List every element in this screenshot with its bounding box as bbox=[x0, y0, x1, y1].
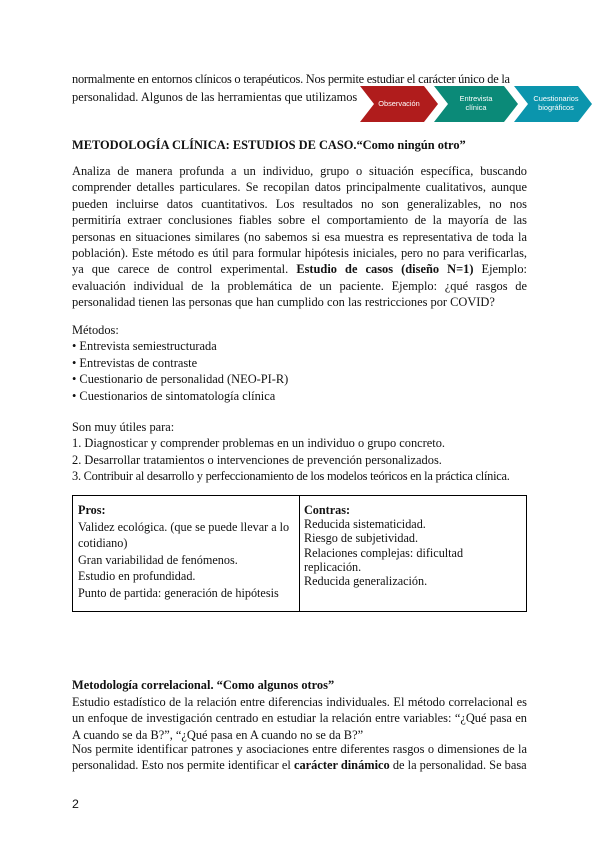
chevron-label-observacion: Observación bbox=[378, 99, 420, 108]
pros-item: Gran variabilidad de fenómenos. bbox=[78, 552, 238, 567]
cons-title: Contras: bbox=[304, 503, 351, 517]
section2-paragraph-2 bbox=[72, 741, 527, 774]
intro-line-1: normalmente en entornos clínicos o terapéuticos. Nos permite estudiar el carácter único de la bbox=[72, 72, 510, 86]
methods-title: Métodos: bbox=[72, 323, 119, 337]
pros-cons-table bbox=[72, 495, 527, 612]
page-number: 2 bbox=[72, 797, 79, 811]
pros-column bbox=[73, 496, 300, 611]
methods-item: • Entrevista semiestructurada bbox=[72, 339, 217, 354]
chevron-label-cuestionarios-2: biográficos bbox=[538, 103, 574, 112]
chevron-label-cuestionarios-1: Cuestionarios bbox=[533, 94, 579, 103]
methods-item: • Entrevistas de contraste bbox=[72, 355, 198, 370]
methods-item: • Cuestionario de personalidad (NEO-PI-R) bbox=[72, 372, 289, 387]
chevron-label-entrevista-1: Entrevista bbox=[459, 94, 493, 103]
methods-item: • Cuestionarios de sintomatología clínica bbox=[72, 388, 276, 403]
pros-item: Estudio en profundidad. bbox=[78, 569, 196, 584]
chevron-label-entrevista-2: clínica bbox=[465, 103, 487, 112]
section1-heading: METODOLOGÍA CLÍNICA: ESTUDIOS DE CASO.“Como ningún otro” bbox=[72, 138, 466, 152]
uses-item: 1. Diagnosticar y comprender problemas en un individuo o grupo concreto. bbox=[72, 436, 445, 451]
cons-item: Reducida sistematicidad. bbox=[304, 517, 426, 532]
process-chevrons bbox=[360, 86, 592, 122]
section2-paragraph-1: Estudio estadístico de la relación entre diferencias individuales. El método correlacional es un enfoque de investigación centrado en estudiar la relación entre variables: “¿Qué pasa en A cuando se da B?”, “¿Qué pasa en A cuando no se da B?” bbox=[72, 695, 527, 742]
section2-paragraph-2-text-2: de la personalidad. Se basa bbox=[392, 758, 527, 773]
cons-item: Reducida generalización. bbox=[304, 574, 428, 589]
section1-paragraph bbox=[72, 163, 527, 311]
cons-item: Relaciones complejas: dificultad replicación. bbox=[304, 545, 464, 574]
pros-item: Punto de partida: generación de hipótesis bbox=[78, 585, 279, 600]
cons-item: Riesgo de subjetividad. bbox=[304, 531, 419, 546]
cons-column bbox=[300, 496, 526, 611]
uses-item: 3. Contribuir al desarrollo y perfeccionamiento de los modelos teóricos en la práctica clínica. bbox=[72, 469, 510, 484]
intro-line-2: personalidad. Algunos de las herramientas que utilizamos bbox=[72, 90, 358, 104]
pros-item: Validez ecológica. (que se puede llevar a lo cotidiano) bbox=[78, 519, 290, 551]
section2-paragraph-2-text-1: Nos permite identificar patrones y asociaciones entre diferentes rasgos o dimensiones de la personalidad. Esto nos permite identificar el bbox=[72, 742, 527, 773]
section1-paragraph-bold: Estudio de casos (diseño N=1) bbox=[296, 262, 474, 277]
uses-item: 2. Desarrollar tratamientos o intervenciones de prevención personalizados. bbox=[72, 452, 442, 467]
section2-heading: Metodología correlacional. “Como algunos otros” bbox=[72, 678, 335, 692]
methods-block bbox=[72, 322, 527, 404]
uses-block bbox=[72, 419, 527, 485]
section1-paragraph-text-1: Analiza de manera profunda a un individuo, grupo o situación específica, buscando comprender detalles particulares. Se recopilan datos principalmente cualitativos, aunque pueden incluirse datos cuantitativos. Los resultados no son generalizables, no nos permitiría extraer conclusiones fiables sobre el comportamiento de la mayoría de las personas en situaciones similares (no sabemos si esa muestra es representativa de toda la población). Este método es útil para formular hipótesis iniciales, pero no para verificarlas, ya que carece de control experimental. bbox=[72, 164, 527, 277]
section1-paragraph-text-2: Ejemplo: evaluación individual de la problemática de un paciente. Ejemplo: ¿qué rasgos de personalidad tienen las personas que han cumplido con las restricciones por COVID? bbox=[72, 262, 527, 310]
pros-title: Pros: bbox=[78, 503, 106, 517]
section2-paragraph-2-bold: carácter dinámico bbox=[293, 758, 390, 773]
uses-title: Son muy útiles para: bbox=[72, 420, 175, 434]
